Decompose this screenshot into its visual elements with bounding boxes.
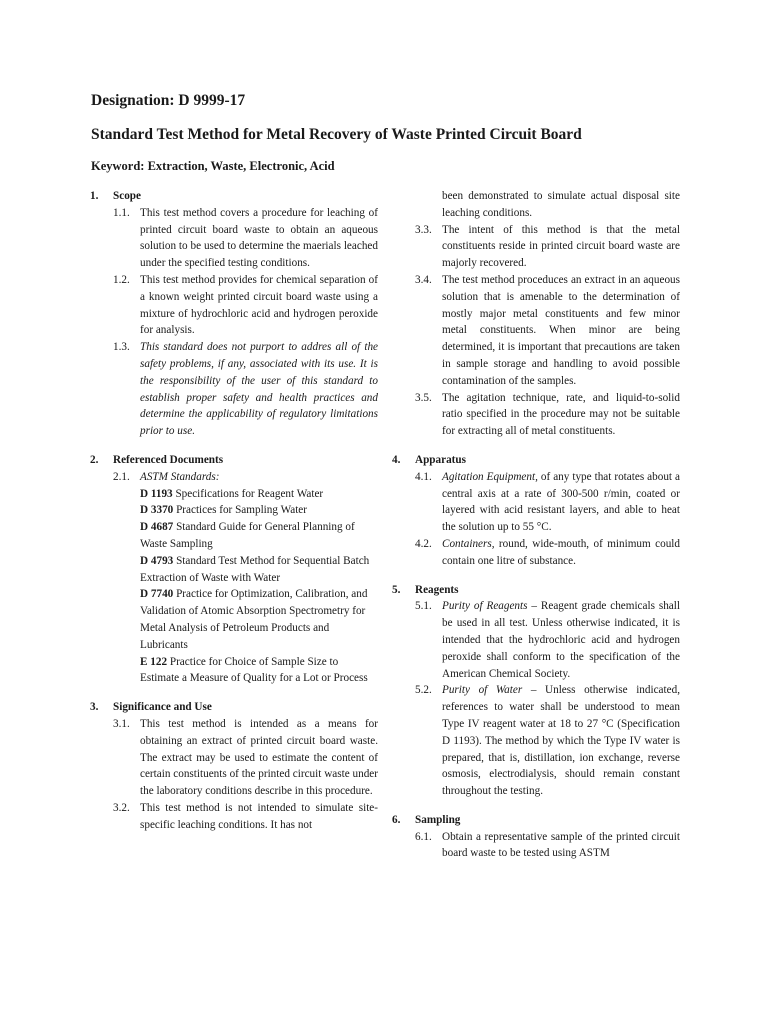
section-heading-sampling: 6. Sampling	[392, 813, 461, 826]
document-title: Standard Test Method for Metal Recovery of Waste Printed Circuit Board	[91, 126, 582, 143]
keywords: Keyword: Extraction, Waste, Electronic, Acid	[91, 159, 335, 173]
item-5-1: 5.1. Purity of Reagents – Reagent grade chemicals shall be used in all test. Unless otherwise indicated, it is intended that the hydrochloric acid and hydrogen peroxide shall conform to the specification of the American Chemical Society.	[415, 600, 680, 680]
item-3-1: 3.1. This test method is intended as a means for obtaining an extract of printed circuit board waste. The extract may be used to estimate the content of certain constituents of the printed circuit waste under the laboratory conditions describe in this procedure.	[113, 717, 378, 798]
item-3-2-continued: been demonstrated to simulate actual disposal site leaching conditions.	[442, 190, 680, 219]
reference-d3370: D 3370 Practices for Sampling Water	[140, 504, 307, 517]
designation: Designation: D 9999-17	[91, 92, 246, 109]
item-3-4: 3.4. The test method proceduces an extract in an aqueous solution that is amenable to the determination of mostly major metal constituents and few minor metal constituents. When minor are being determined, it is important that precautions are taken in sample storage and handling to avoid possible contamination of the samples.	[415, 273, 680, 387]
reference-d4687: D 4687 Standard Guide for General Planning of Waste Sampling	[140, 521, 355, 550]
item-3-3: 3.3. The intent of this method is that the metal constituents reside in printed circuit board waste are majorly recovered.	[415, 223, 680, 270]
reference-d4793: D 4793 Standard Test Method for Sequential Batch Extraction of Waste with Water	[140, 554, 370, 584]
section-heading-reagents: 5. Reagents	[392, 583, 459, 596]
item-2-1: 2.1. ASTM Standards:	[113, 470, 220, 483]
right-column	[392, 188, 680, 862]
item-6-1: 6.1. Obtain a representative sample of the printed circuit board waste to be tested using ASTM	[415, 830, 680, 860]
item-1-1: 1.1. This test method covers a procedure for leaching of printed circuit board waste to obtain an aqueous solution to be used to determine the maerials leached under the specified testing conditions.	[113, 206, 378, 270]
item-4-2: 4.2. Containers, round, wide-mouth, of minimum could contain one litre of substance.	[415, 537, 680, 567]
section-heading-scope: 1. Scope	[90, 190, 141, 202]
reference-d7740: D 7740 Practice for Optimization, Calibration, and Validation of Atomic Absorption Spectrometry for Metal Analysis of Petroleum Products and Lubricants	[140, 588, 368, 651]
section-heading-referenced-documents: 2. Referenced Documents	[90, 453, 224, 466]
item-5-2: 5.2. Purity of Water – Unless otherwise indicated, references to water shall be understood to mean Type IV reagent water at 18 to 27 °C (Specification D 1193). The method by which the Type IV water is prepared, that is, distillation, ion exchange, reverse osmosis, electrodialysis, should remain constant throughout the testing.	[415, 684, 680, 798]
reference-e122: E 122 Practice for Choice of Sample Size to Estimate a Measure of Quality for a Lot or Process	[140, 655, 368, 685]
item-1-2: 1.2. This test method provides for chemical separation of a known weight printed circuit board waste using a mixture of hydrochloric acid and hydrogen peroxide for analysis.	[113, 273, 378, 337]
item-3-5: 3.5. The agitation technique, rate, and liquid-to-solid ratio specified in the procedure may not be suitable for extracting all of metal constituents.	[415, 391, 680, 438]
item-4-1: 4.1. Agitation Equipment, of any type that rotates about a central axis at a rate of 300-500 r/min, coated or layered with acid resistant layers, and able to heat the solution up to 55 °C.	[415, 470, 680, 534]
item-3-2: 3.2. This test method is not intended to simulate site-specific leaching conditions. It has not	[113, 801, 378, 831]
item-1-3: 1.3. This standard does not purport to addres all of the safety problems, if any, associated with its use. It is the responsibility of the user of this standard to establish proper safety and health practices and determine the applicability of regulatory limitations prior to use.	[113, 341, 378, 438]
section-heading-significance-and-use: 3. Significance and Use	[90, 701, 212, 714]
reference-d1193: D 1193 Specifications for Reagent Water	[140, 487, 324, 500]
section-heading-apparatus: 4. Apparatus	[392, 453, 466, 466]
left-column	[90, 188, 378, 833]
